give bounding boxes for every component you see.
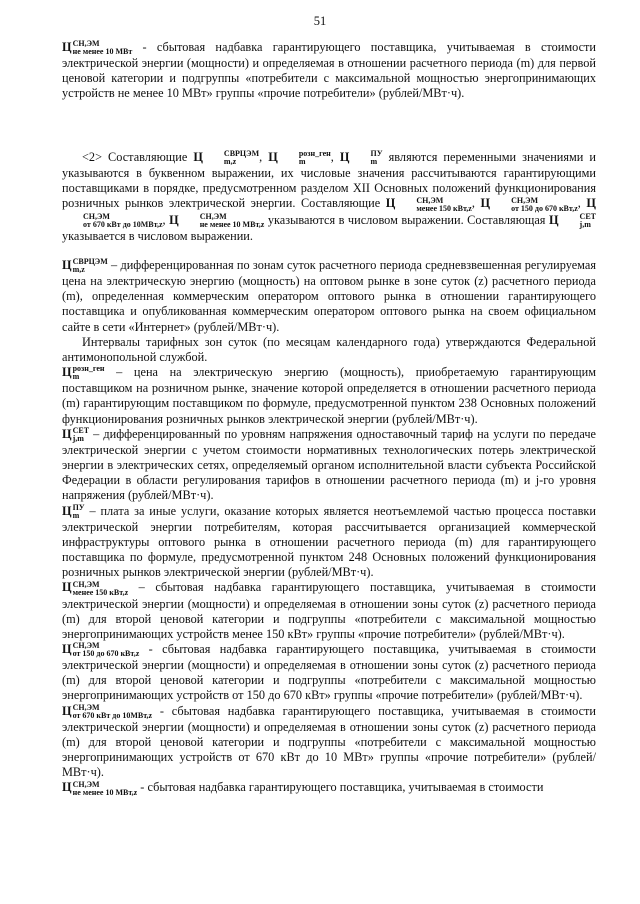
paragraph-text: - сбытовая надбавка гарантирующего поставщика, учитываемая в стоимости электрической энергии (мощности) и определяемая в отношении расчетного периода (m) для первой ценовой категории и подгруппы «потребители с максимальной мощностью энергопринимающих устройств не менее 10 МВт» группы «прочие потребители» (рублей/МВт·ч). <box>62 40 596 101</box>
definition-item: Ц СН,ЭМ от 150 до 670 кВт,z - сбытовая надбавка гарантирующего поставщика, учитываемая в стоимости электрической энергии (мощности) и определяемая в отношении зоны суток (z) расчетного периода (m) для второй ценовой категории и подгруппы «потребители с максимальной мощностью энергопринимающих устройств от 150 до 670 кВт» группы «прочие потребители» (рублей/МВт·ч). <box>62 641 596 703</box>
note-2-paragraph: <2> Составляющие Ц СВРЦЭМ m,z , Ц розн_ген m , Ц ПУ m являются переменными значениями и указываются в буквенном выражении, их числовые значения рассчитываются гарантирующими поставщиками в порядке, предусмотренном разделом XII Основных положений функционирования розничных рынков электрической энергии. Составляющие Ц СН,ЭМ менее 150 кВт,z , Ц СН,ЭМ от 150 до 670 кВт,z , Ц СН,ЭМ от 670 кВт до 10МВт,z , Ц СН,ЭМ не менее 10 МВт,z указываются в числовом выражении. Составляющая Ц СЕТ j,m указывается в числовом выражении. <box>62 149 596 243</box>
definition-item: Ц СЕТ j,m – дифференцированный по уровням напряжения одноставочный тариф на услуги по передаче электрической энергии с учетом стоимости нормативных технологических потерь электрической энергии в электрических сетях, определяемый органом исполнительной власти субъекта Российской Федерации в области регулирования тарифов в отношении расчетного периода (m) и j-го уровня напряжения (рублей/МВт·ч). <box>62 425 596 503</box>
definition-item: Интервалы тарифных зон суток (по месяцам календарного года) утверждаются Федеральной антимонопольной службой. <box>62 334 596 364</box>
top-paragraph <box>62 40 596 102</box>
symbol: Ц СН,ЭМ не менее 10 МВт <box>62 39 133 57</box>
page-number: 51 <box>313 14 327 28</box>
definition-item: Ц СВРЦЭМ m,z – дифференцированная по зонам суток расчетного периода средневзвешенная регулируемая цена на электрическую энергию (мощность) на оптовом рынке в зоне суток (z) расчетного периода (m), определенная коммерческим оператором оптового рынка в отношении гарантирующего поставщика и опубликованная коммерческим оператором оптового рынка на своем официальном сайте в сети «Интернет» (рублей/МВт·ч). <box>62 257 596 334</box>
definition-item: Ц СН,ЭМ от 670 кВт до 10МВт,z - сбытовая надбавка гарантирующего поставщика, учитываемая в стоимости электрической энергии (мощности) и определяемая в отношении зоны суток (z) расчетного периода (m) для второй ценовой категории и подгруппы «потребители с максимальной мощностью энергопринимающих устройств от 670 кВт до 10 МВт» группы «прочие потребители» (рублей/МВт·ч). <box>62 702 596 780</box>
definition-item: Ц розн_ген m – цена на электрическую энергию (мощность), приобретаемую гарантирующим поставщиком на розничном рынке, значение которой определяется в отношении расчетного периода (m) гарантирующим поставщиком по формуле, предусмотренной пунктом 238 Основных положений функционирования розничных рынков электрической энергии (рублей/МВт·ч). <box>62 364 596 426</box>
definition-item: Ц СН,ЭМ не менее 10 МВт,z - сбытовая надбавка гарантирующего поставщика, учитываемая в стоимости <box>62 779 544 797</box>
definition-item: Ц СН,ЭМ менее 150 кВт,z – сбытовая надбавка гарантирующего поставщика, учитываемая в стоимости электрической энергии (мощности) и определяемая в отношении зоны суток (z) расчетного периода (m) для второй ценовой категории и подгруппы «потребители с максимальной мощностью энергопринимающих устройств менее 150 кВт» группы «прочие потребители» (рублей/МВт·ч). <box>62 579 596 641</box>
definitions-list <box>62 258 596 797</box>
definition-item: Ц ПУ m – плата за иные услуги, оказание которых является неотъемлемой частью процесса поставки электрической энергии потребителям, которая рассчитывается организацией коммерческой инфраструктуры оптового рынка в отношении расчетного периода (m) для гарантирующего поставщика по формуле, предусмотренной пунктом 248 Основных положений функционирования розничных рынков электрической энергии (рублей/МВт·ч). <box>62 502 596 580</box>
